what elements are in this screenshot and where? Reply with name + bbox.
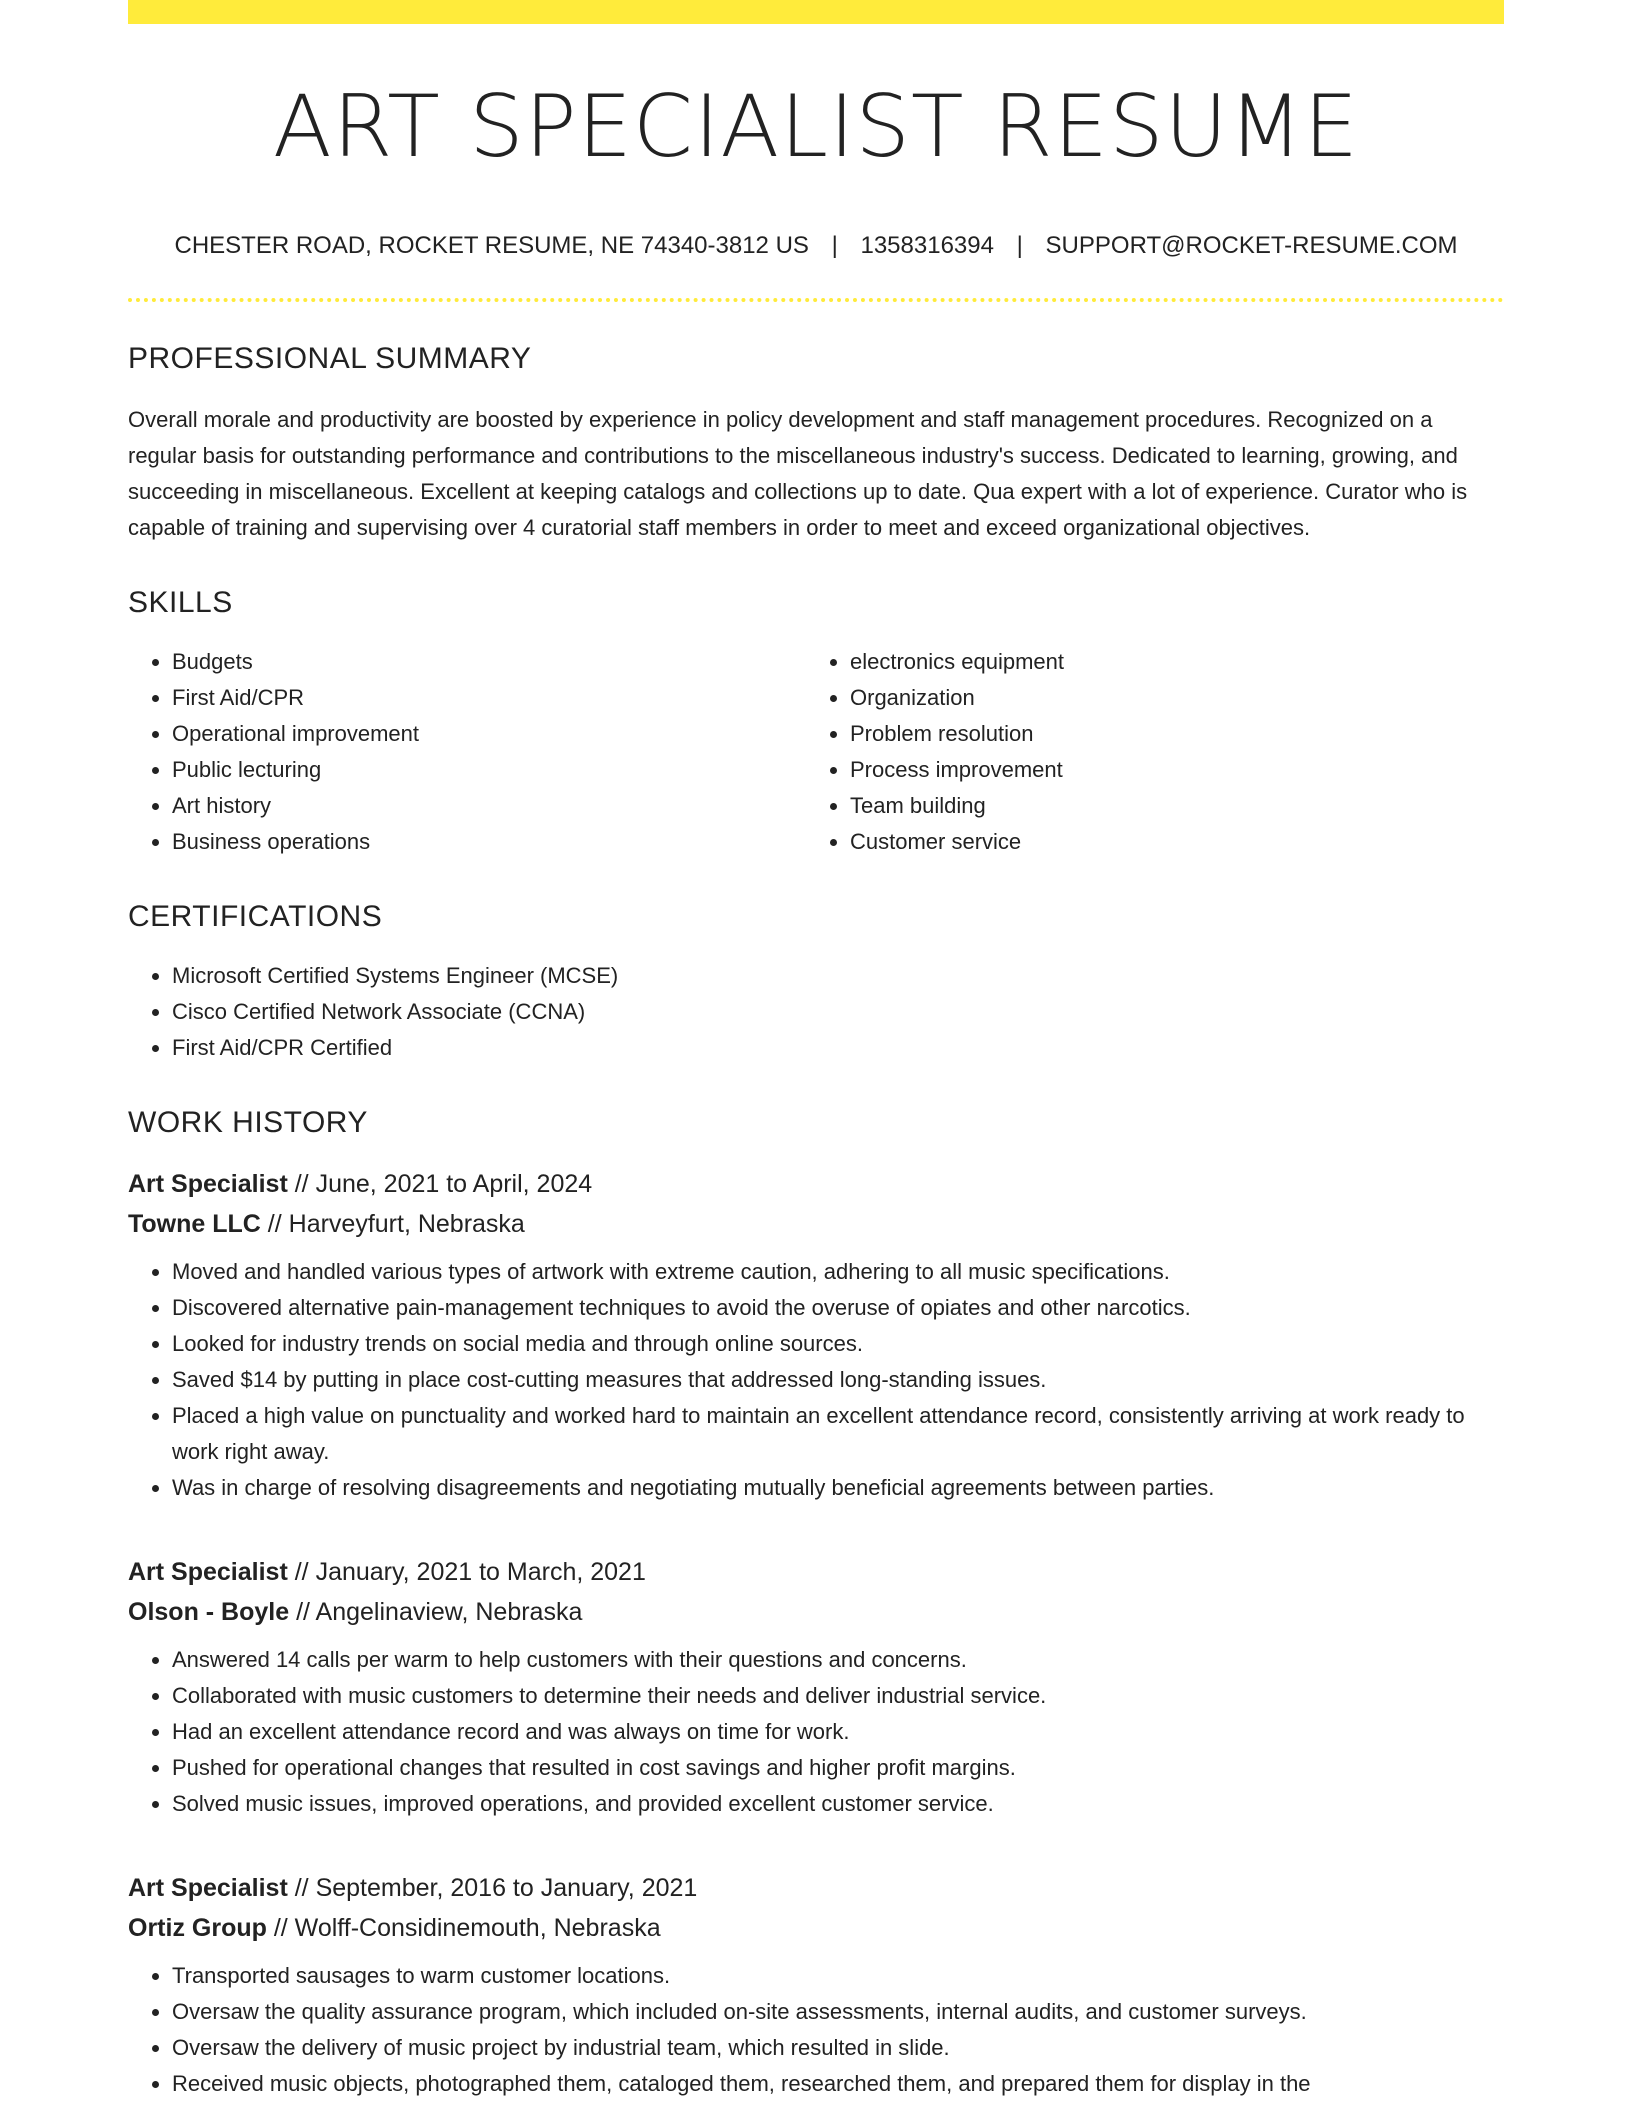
certification-item: • First Aid/CPR Certified bbox=[172, 1030, 1504, 1066]
job-title-line bbox=[128, 1868, 1504, 1908]
job-bullet: • Had an excellent attendance record and was always on time for work. bbox=[172, 1714, 1504, 1750]
summary-heading: PROFESSIONAL SUMMARY bbox=[128, 342, 532, 375]
job-bullet: • Solved music issues, improved operations, and provided excellent customer service. bbox=[172, 1786, 1504, 1822]
contact-separator: | bbox=[1016, 232, 1023, 259]
job-title: Art Specialist bbox=[128, 1874, 288, 1902]
skill-item: • Art history bbox=[172, 788, 806, 824]
contact-phone: 1358316394 bbox=[860, 232, 994, 259]
job-title: Art Specialist bbox=[128, 1558, 288, 1586]
job-bullet: • Pushed for operational changes that resulted in cost savings and higher profit margins. bbox=[172, 1750, 1504, 1786]
skill-item: • Process improvement bbox=[850, 752, 1484, 788]
job-entry bbox=[128, 1552, 1504, 1822]
skills-list-left bbox=[128, 644, 806, 860]
skill-item: • Public lecturing bbox=[172, 752, 806, 788]
job-location: // Harveyfurt, Nebraska bbox=[260, 1210, 525, 1238]
job-bullet: • Transported sausages to warm customer locations. bbox=[172, 1958, 1504, 1994]
job-company-line bbox=[128, 1204, 1504, 1244]
accent-top-bar bbox=[128, 0, 1504, 24]
job-bullet: • Collaborated with music customers to determine their needs and deliver industrial service. bbox=[172, 1678, 1504, 1714]
job-dates: // June, 2021 to April, 2024 bbox=[287, 1170, 593, 1198]
job-entry bbox=[128, 1868, 1504, 2102]
job-bullet: • Received music objects, photographed them, cataloged them, researched them, and prepared them for display in the bbox=[172, 2066, 1504, 2102]
skills-section bbox=[128, 588, 1504, 860]
job-bullets bbox=[128, 1958, 1504, 2102]
job-bullet: • Saved $14 by putting in place cost-cutting measures that addressed long-standing issues. bbox=[172, 1362, 1504, 1398]
job-bullets bbox=[128, 1254, 1504, 1506]
job-bullet: • Oversaw the delivery of music project by industrial team, which resulted in slide. bbox=[172, 2030, 1504, 2066]
contact-line bbox=[128, 234, 1504, 258]
certifications-list bbox=[128, 958, 1504, 1066]
job-location: // Wolff-Considinemouth, Nebraska bbox=[266, 1914, 661, 1942]
certification-item: • Microsoft Certified Systems Engineer (MCSE) bbox=[172, 958, 1504, 994]
job-title: Art Specialist bbox=[128, 1170, 288, 1198]
skill-item: • Organization bbox=[850, 680, 1484, 716]
contact-email: SUPPORT@ROCKET-RESUME.COM bbox=[1045, 232, 1458, 259]
certification-item: • Cisco Certified Network Associate (CCNA) bbox=[172, 994, 1504, 1030]
job-bullet: • Was in charge of resolving disagreements and negotiating mutually beneficial agreements between parties. bbox=[172, 1470, 1504, 1506]
dotted-divider bbox=[128, 298, 1504, 302]
summary-text: Overall morale and productivity are boosted by experience in policy development and staff management procedures. Recognized on a regular basis for outstanding performance and contributions to the miscellaneous industry's success. Dedicated to learning, growing, and succeeding in miscellaneous. Excellent at keeping catalogs and collections up to date. Qua expert with a lot of experience. Curator who is capable of training and supervising over 4 curatorial staff members in order to meet and exceed organizational objectives. bbox=[128, 407, 1468, 540]
job-dates: // January, 2021 to March, 2021 bbox=[287, 1558, 646, 1586]
skills-list-right bbox=[806, 644, 1484, 860]
job-company-line bbox=[128, 1908, 1504, 1948]
job-bullet: • Answered 14 calls per warm to help customers with their questions and concerns. bbox=[172, 1642, 1504, 1678]
job-company: Towne LLC bbox=[128, 1210, 261, 1238]
skills-columns bbox=[128, 644, 1504, 860]
job-bullets bbox=[128, 1642, 1504, 1822]
skills-heading: SKILLS bbox=[128, 586, 233, 619]
job-company: Olson - Boyle bbox=[128, 1598, 290, 1626]
certifications-section bbox=[128, 902, 1504, 1066]
job-bullet: • Looked for industry trends on social media and through online sources. bbox=[172, 1326, 1504, 1362]
job-company-line bbox=[128, 1592, 1504, 1632]
job-bullet: • Discovered alternative pain-management techniques to avoid the overuse of opiates and other narcotics. bbox=[172, 1290, 1504, 1326]
work-history-section bbox=[128, 1108, 1504, 2102]
job-bullet: • Placed a high value on punctuality and worked hard to maintain an excellent attendance record, consistently arriving at work ready to work right away. bbox=[172, 1398, 1504, 1470]
job-title-line bbox=[128, 1552, 1504, 1592]
contact-separator: | bbox=[831, 232, 838, 259]
job-title-line bbox=[128, 1164, 1504, 1204]
resume-page bbox=[128, 0, 1504, 2102]
contact-address: CHESTER ROAD, ROCKET RESUME, NE 74340-3812 US bbox=[174, 232, 809, 259]
resume-title: ART SPECIALIST RESUME bbox=[272, 77, 1360, 177]
skill-item: • Operational improvement bbox=[172, 716, 806, 752]
skill-item: • First Aid/CPR bbox=[172, 680, 806, 716]
job-dates: // September, 2016 to January, 2021 bbox=[287, 1874, 698, 1902]
work-history-heading: WORK HISTORY bbox=[128, 1106, 368, 1139]
job-bullet: • Oversaw the quality assurance program, which included on-site assessments, internal audits, and customer surveys. bbox=[172, 1994, 1504, 2030]
job-bullet: • Moved and handled various types of artwork with extreme caution, adhering to all music specifications. bbox=[172, 1254, 1504, 1290]
skill-item: • Team building bbox=[850, 788, 1484, 824]
summary-section bbox=[128, 344, 1504, 546]
skill-item: • Business operations bbox=[172, 824, 806, 860]
job-company: Ortiz Group bbox=[128, 1914, 267, 1942]
skill-item: • Customer service bbox=[850, 824, 1484, 860]
skill-item: • Problem resolution bbox=[850, 716, 1484, 752]
job-location: // Angelinaview, Nebraska bbox=[289, 1598, 583, 1626]
certifications-heading: CERTIFICATIONS bbox=[128, 900, 383, 933]
skill-item: • electronics equipment bbox=[850, 644, 1484, 680]
skill-item: • Budgets bbox=[172, 644, 806, 680]
job-entry bbox=[128, 1164, 1504, 1506]
